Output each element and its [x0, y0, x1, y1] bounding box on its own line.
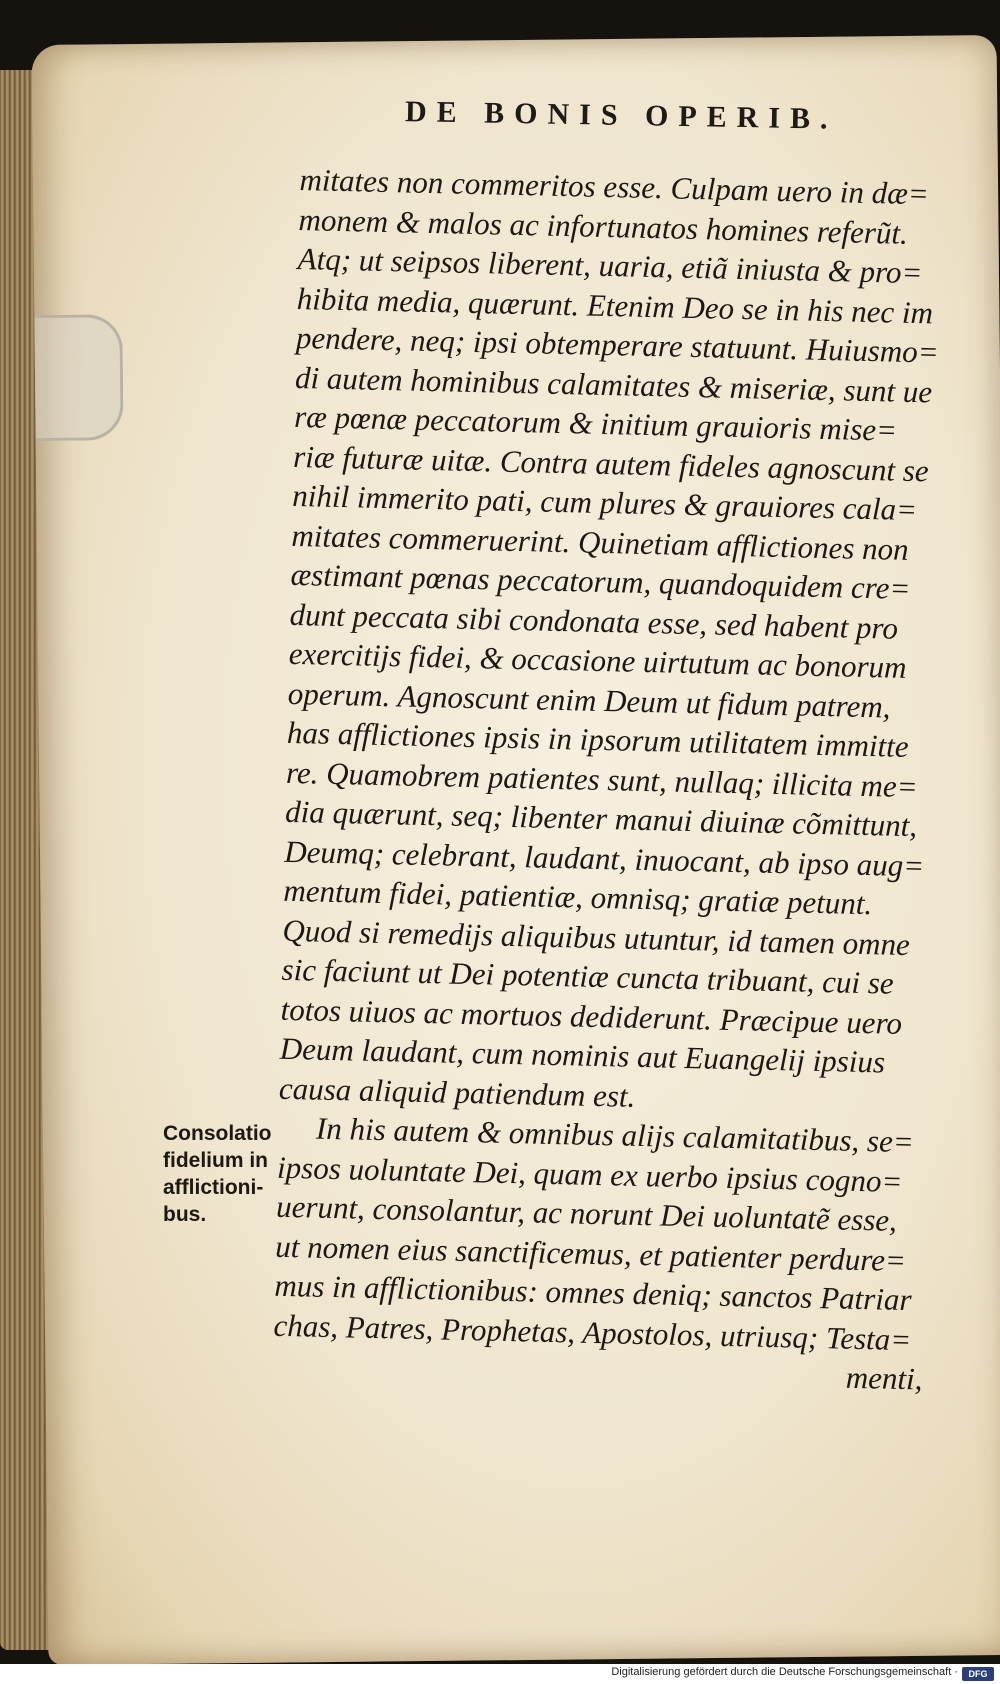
margin-note-line: bus. [163, 1203, 207, 1226]
margin-note [163, 1120, 303, 1228]
margin-note-line: fidelium in [163, 1149, 268, 1172]
margin-note-line: afflictioni- [163, 1176, 264, 1199]
text-line: dia quærunt, seq; libenter manui diuinæ cõmittunt, [284, 793, 918, 844]
text-line: pendere, neq; ipsi obtemperare statuunt. Huiusmo= [295, 319, 940, 370]
text-line: mitates non commeritos esse. Culpam uero in dæ= [299, 161, 930, 212]
text-line: uerunt, consolantur, ac norunt Dei uoluntatẽ esse, [275, 1188, 898, 1238]
text-line: dunt peccata sibi condonata esse, sed habent pro [289, 596, 899, 646]
text-line: Deum laudant, cum nominis aut Euangelij ipsius [279, 1030, 886, 1080]
text-line: Deumq; celebrant, laudant, inuocant, ab ipso aug= [283, 833, 925, 883]
text-line: Atq; ut seipsos liberent, uaria, etiã iniusta & pro= [297, 240, 923, 291]
dfg-logo-icon: DFG [962, 1667, 994, 1681]
text-line: ut nomen eius sanctificemus, et patienter perdure= [274, 1228, 907, 1278]
text-line: causa aliquid patiendum est. [278, 1070, 636, 1114]
text-line: totos uiuos ac mortuos dediderunt. Præcipue uero [280, 991, 903, 1041]
text-line: operum. Agnoscunt enim Deum ut fidum patrem, [287, 675, 891, 725]
text-line: exercitijs fidei, & occasione uirtutum ac bonorum [288, 635, 907, 685]
page-clip [34, 314, 123, 441]
running-head: DE BONIS OPERIB. [404, 95, 838, 136]
text-line: di autem hominibus calamitates & miseriæ, sunt ue [294, 359, 933, 409]
body-text [272, 160, 950, 1399]
margin-note-line: Consolatio [163, 1122, 272, 1145]
text-line: monem & malos ac infortunatos homines referũt. [298, 201, 909, 251]
text-line: Quod si remedijs aliquibus utuntur, id tamen omne [282, 912, 911, 962]
text-line: mitates commeruerint. Quinetiam afflictiones non [291, 517, 910, 567]
footer-bar [0, 1664, 1000, 1684]
text-line: ræ pœnæ peccatorum & initium grauioris mise= [293, 398, 898, 448]
text-line: æstimant pœnas peccatorum, quandoquidem cre= [290, 556, 911, 606]
text-line: chas, Patres, Prophetas, Apostolos, utriusq; Testa= [273, 1307, 912, 1357]
text-line: riæ futuræ uitæ. Contra autem fideles agnoscunt se [292, 438, 930, 488]
text-line: sic faciunt ut Dei potentiæ cuncta tribuant, cui se [281, 951, 895, 1001]
text-line: re. Quamobrem patientes sunt, nullaq; illicita me= [285, 754, 919, 804]
text-line: mus in afflictionibus: omnes deniq; sanctos Patriar [274, 1267, 912, 1318]
funding-credit: Digitalisierung gefördert durch die Deutsche Forschungsgemeinschaft · [611, 1666, 958, 1678]
catchword: menti, [845, 1359, 923, 1397]
text-line: mentum fidei, patientiæ, omnisq; gratiæ petunt. [283, 872, 873, 922]
text-line: ipsos uoluntate Dei, quam ex uerbo ipsius cogno= [276, 1149, 903, 1199]
text-line: nihil immerito pati, cum plures & grauiores cala= [291, 477, 918, 528]
text-line: has afflictiones ipsis in ipsorum utilitatem immitte [286, 714, 909, 764]
text-line: In his autem & omnibus alijs calamitatibus, se= [315, 1110, 915, 1160]
text-line: hibita media, quærunt. Etenim Deo se in his nec im [296, 280, 934, 330]
